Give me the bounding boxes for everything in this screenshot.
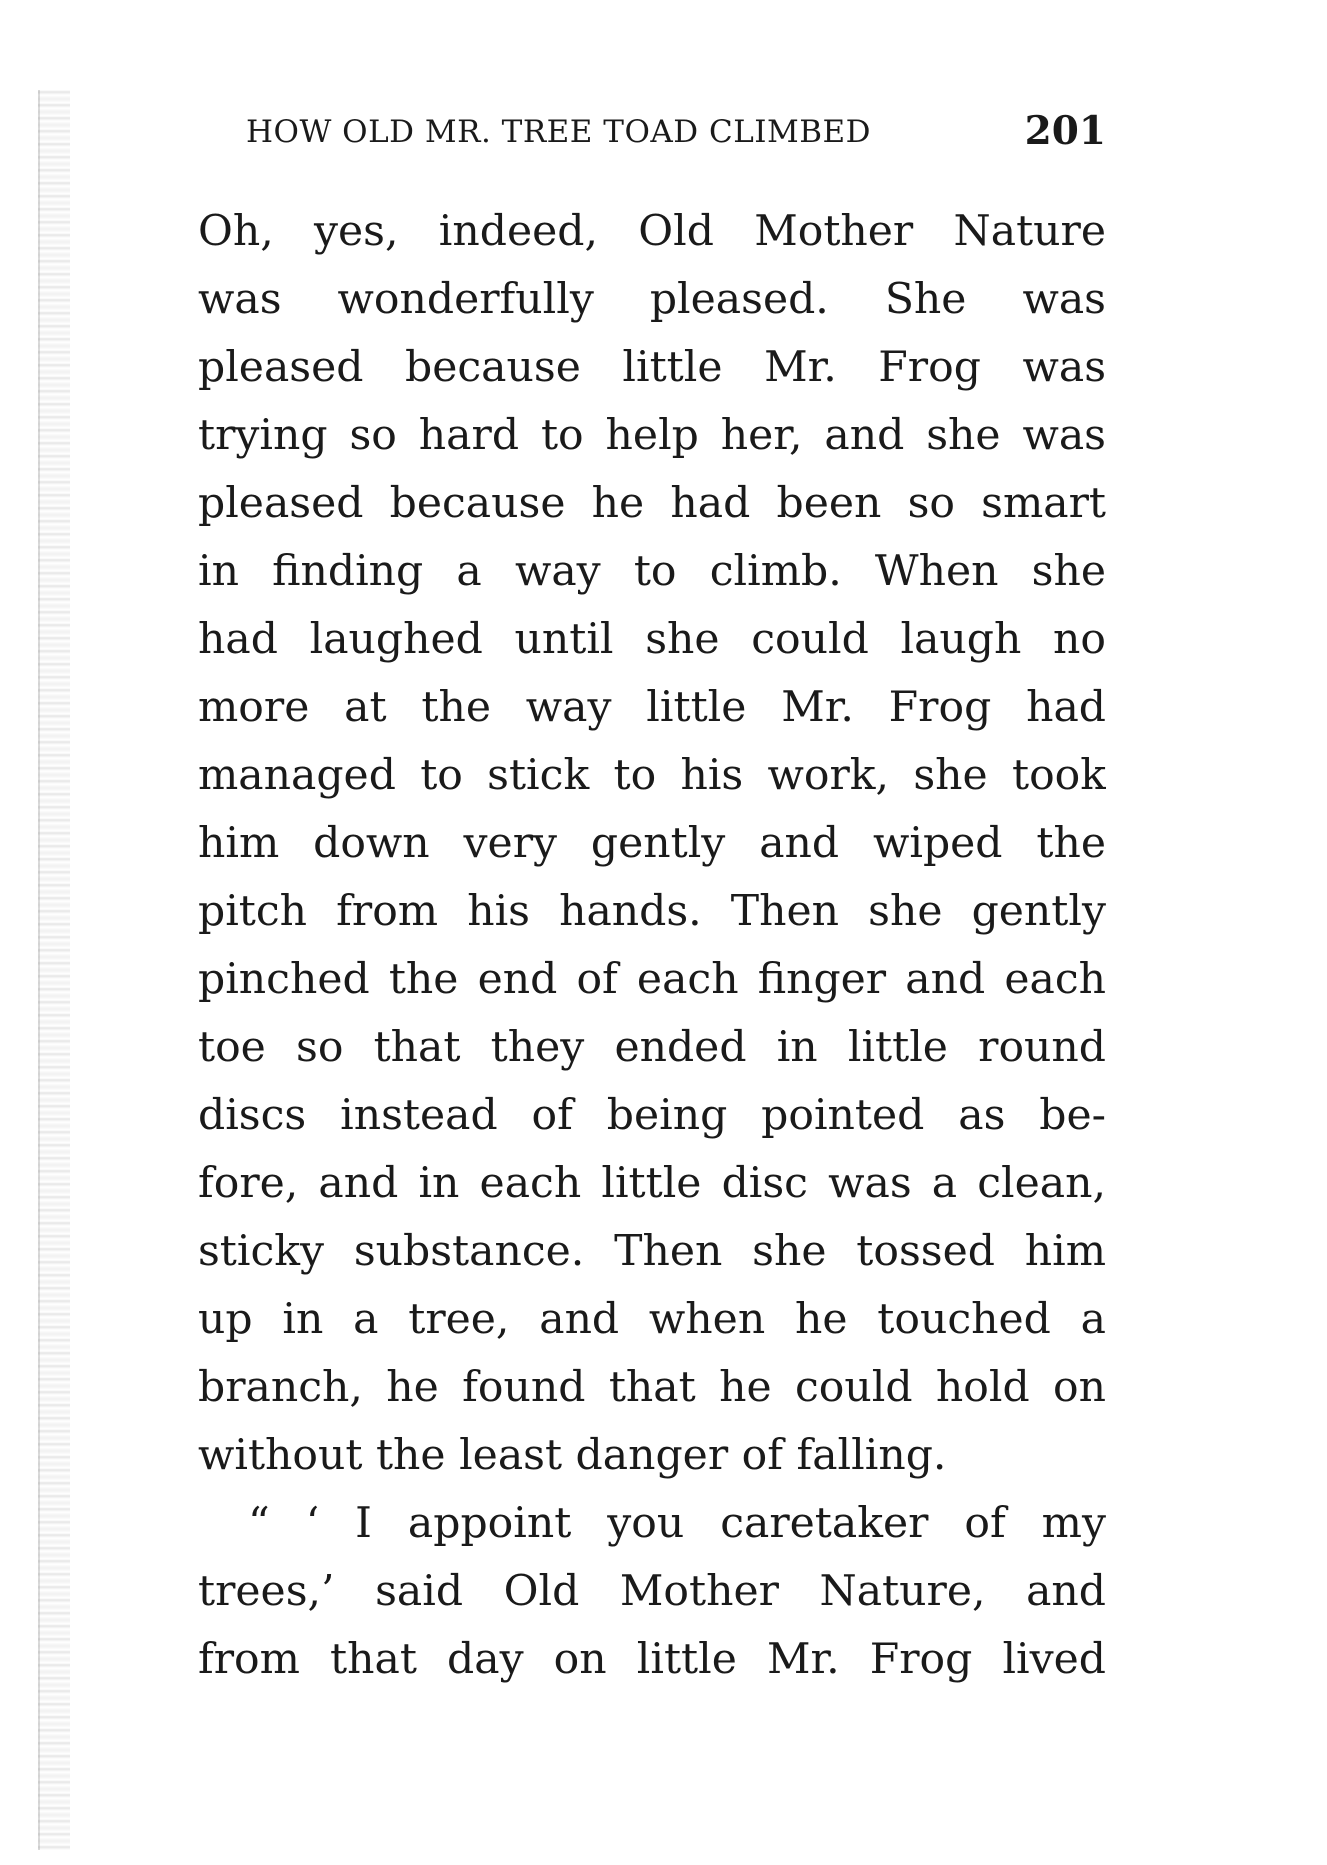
text-line: without the least danger of falling. (198, 1431, 947, 1480)
page-header (246, 108, 1106, 152)
text-line: more at the way little Mr. Frog had (198, 683, 1106, 732)
text-line: pleased because little Mr. Frog was (198, 343, 1106, 392)
page-gutter-shadow (38, 90, 70, 1850)
text-line: branch, he found that he could hold on (198, 1363, 1106, 1412)
text-line: had laughed until she could laugh no (198, 615, 1106, 664)
text-line: pinched the end of each finger and each (198, 955, 1106, 1004)
text-line: up in a tree, and when he touched a (198, 1295, 1106, 1344)
text-line: fore, and in each little disc was a clean, (198, 1159, 1106, 1208)
text-line: was wonderfully pleased. She was (198, 275, 1106, 324)
text-line: trying so hard to help her, and she was (198, 411, 1106, 460)
text-line: him down very gently and wiped the (198, 819, 1106, 868)
text-line: “ ‘ I appoint you caretaker of my (248, 1499, 1106, 1548)
text-line: trees,’ said Old Mother Nature, and (198, 1567, 1106, 1616)
text-line: pitch from his hands. Then she gently (198, 887, 1106, 936)
body-text (198, 198, 1106, 1694)
text-line: sticky substance. Then she tossed him (198, 1227, 1106, 1276)
text-line: managed to stick to his work, she took (198, 751, 1106, 800)
text-line: discs instead of being pointed as be- (198, 1091, 1106, 1140)
text-line: Oh, yes, indeed, Old Mother Nature (198, 207, 1106, 256)
text-line: toe so that they ended in little round (198, 1023, 1106, 1072)
running-head: HOW OLD MR. TREE TOAD CLIMBED (246, 114, 872, 150)
text-line: in finding a way to climb. When she (198, 547, 1106, 596)
text-line: pleased because he had been so smart (198, 479, 1106, 528)
text-line: from that day on little Mr. Frog lived (198, 1635, 1106, 1684)
page-number: 201 (1024, 108, 1106, 154)
